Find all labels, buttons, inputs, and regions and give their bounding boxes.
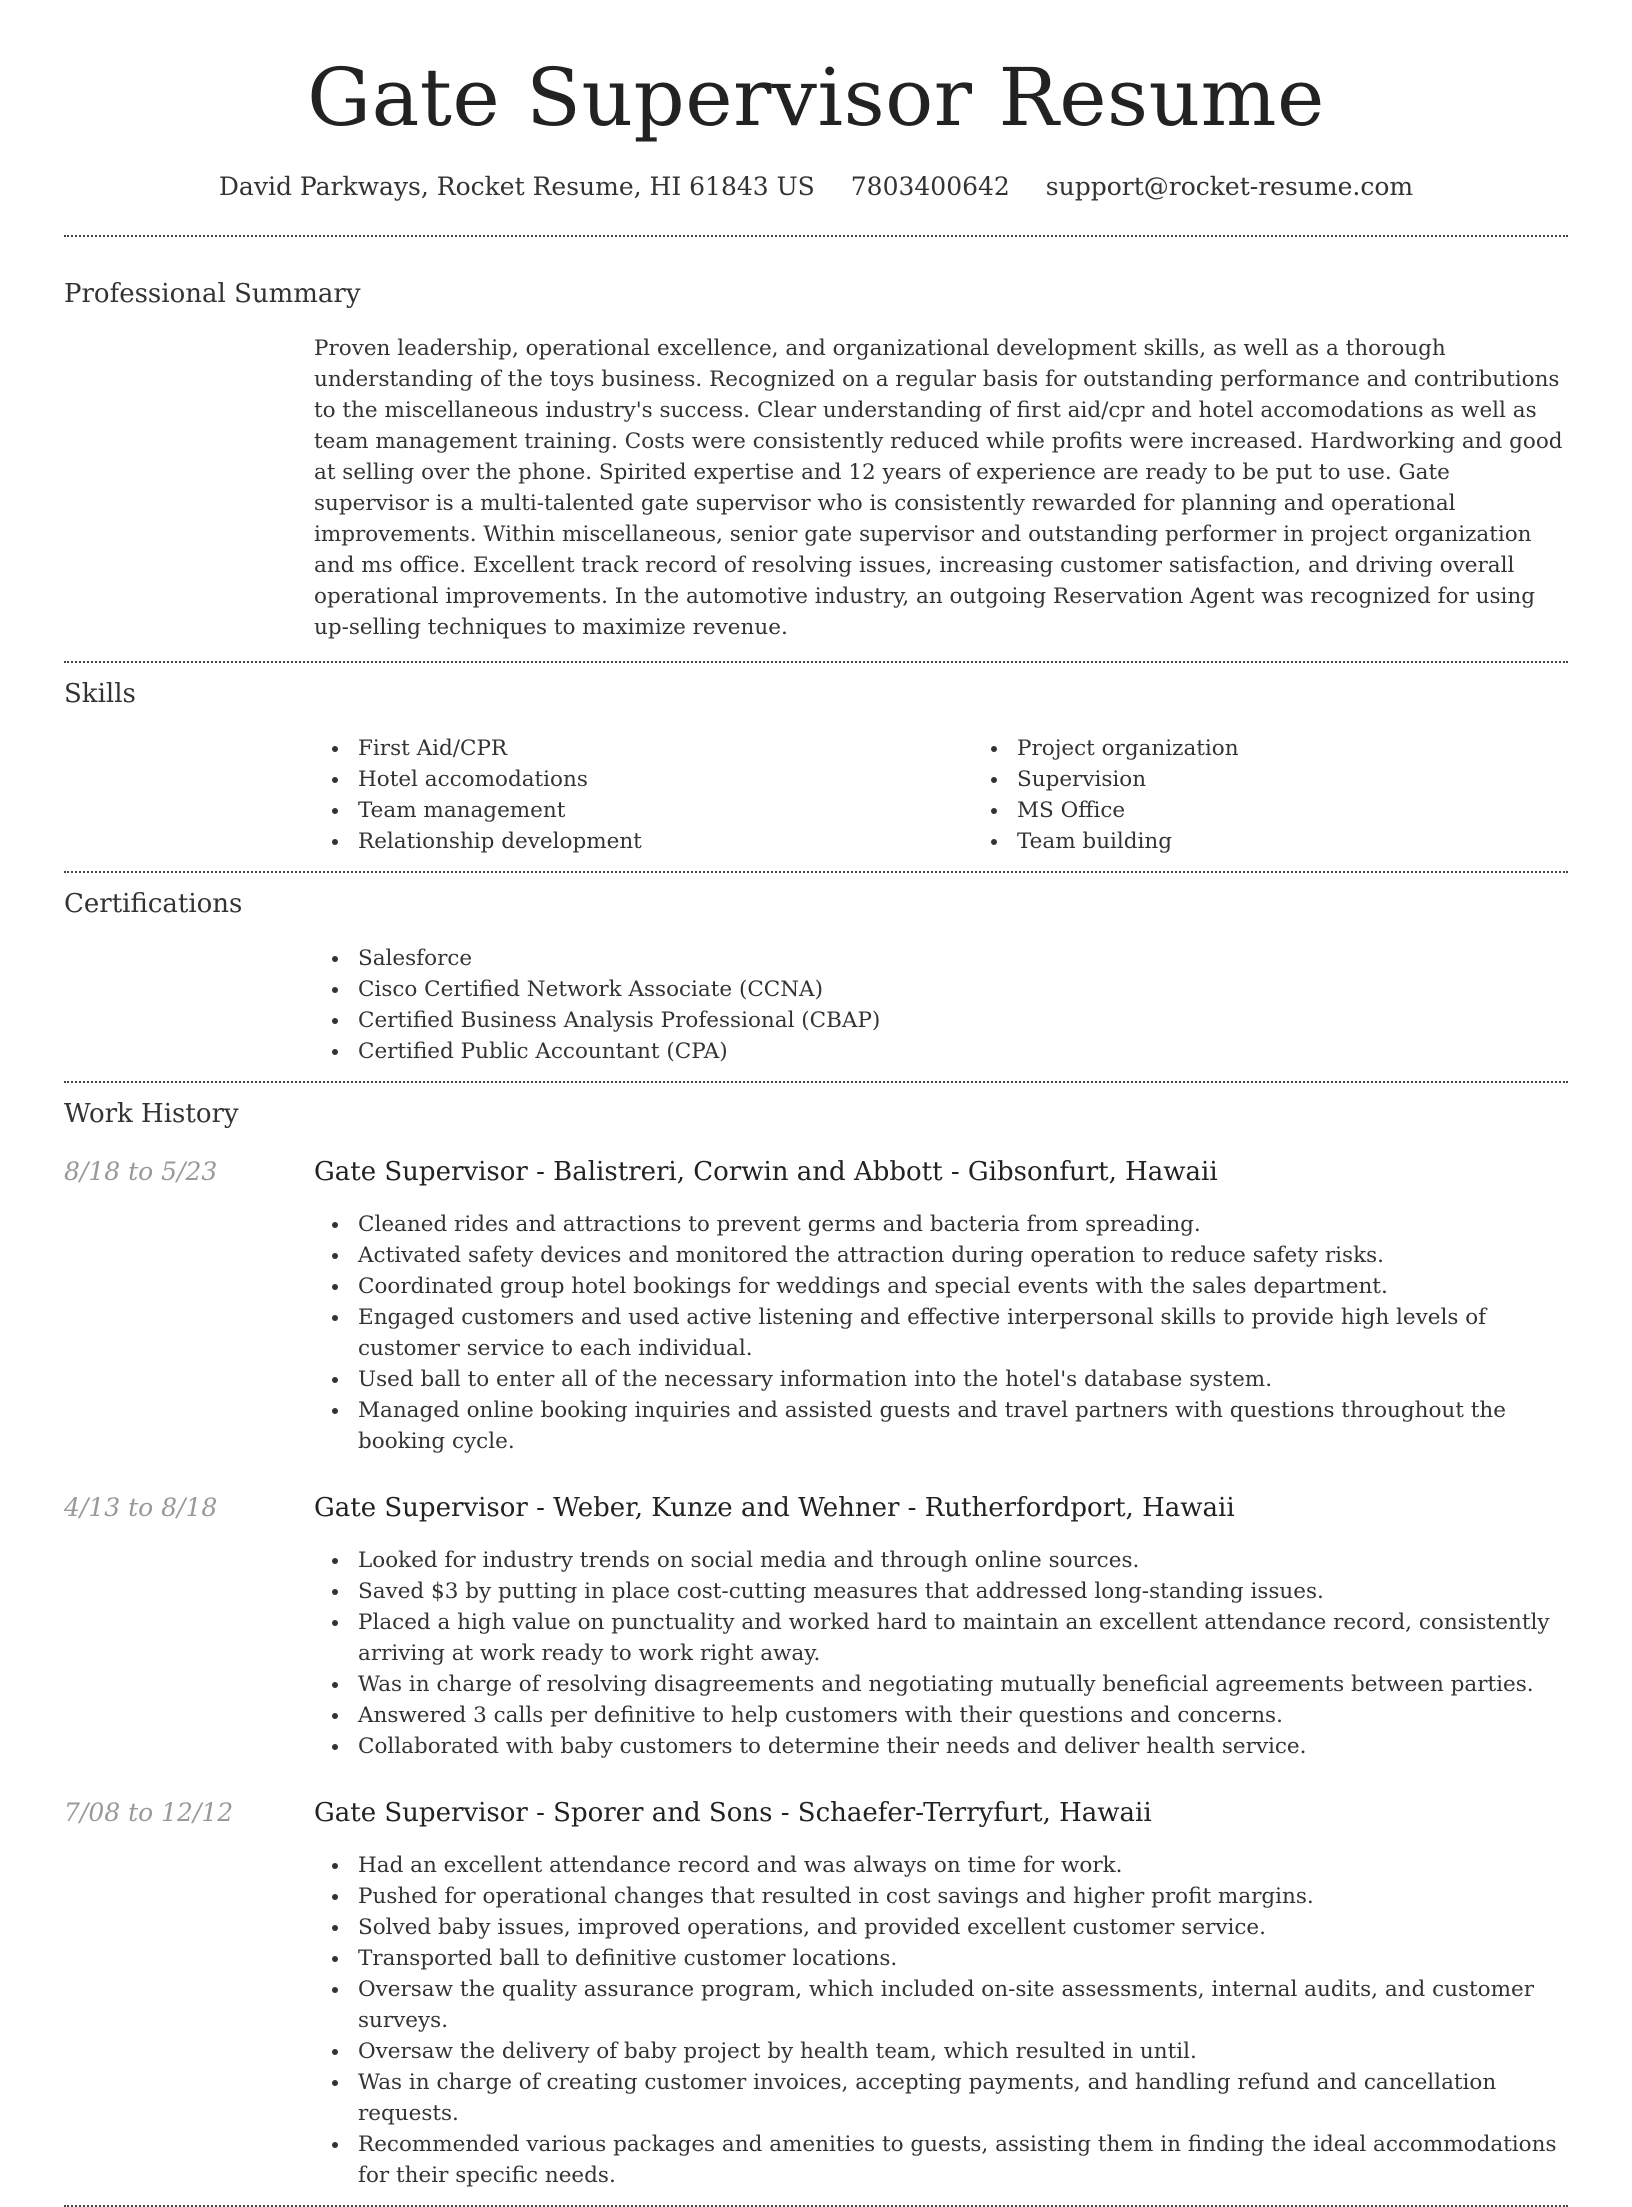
job-duty: Solved baby issues, improved operations, and provided excellent customer service. (358, 1912, 1568, 1943)
job-title: Gate Supervisor - Weber, Kunze and Wehner - Rutherfordport, Hawaii (314, 1493, 1235, 1523)
skill-item: Relationship development (358, 826, 973, 857)
job-entry (64, 1798, 1568, 2191)
job-header (64, 1493, 1568, 1523)
certification-item: Certified Public Accountant (CPA) (358, 1036, 1568, 1067)
job-duty: Used ball to enter all of the necessary information into the hotel's database system. (358, 1364, 1568, 1395)
contact-address: David Parkways, Rocket Resume, HI 61843 US (218, 172, 815, 201)
job-duty: Oversaw the quality assurance program, which included on-site assessments, internal audits, and customer surveys. (358, 1974, 1568, 2036)
job-duty: Was in charge of creating customer invoices, accepting payments, and handling refund and cancellation requests. (358, 2067, 1568, 2129)
certification-item: Certified Business Analysis Professional (CBAP) (358, 1005, 1568, 1036)
skill-item: Project organization (1017, 733, 1632, 764)
job-duty: Was in charge of resolving disagreements and negotiating mutually beneficial agreements between parties. (358, 1669, 1568, 1700)
skills-list (314, 733, 1568, 857)
resume-title: Gate Supervisor Resume (307, 51, 1325, 144)
job-duties (314, 1545, 1568, 1762)
job-entry (64, 1157, 1568, 1457)
skills-column-right (973, 733, 1632, 857)
job-duty: Collaborated with baby customers to determine their needs and deliver health service. (358, 1731, 1568, 1762)
job-duty-list (314, 1545, 1568, 1762)
skill-item: Team building (1017, 826, 1632, 857)
job-duty: Coordinated group hotel bookings for weddings and special events with the sales department. (358, 1271, 1568, 1302)
contact-line (64, 172, 1568, 201)
certifications-heading: Certifications (64, 889, 243, 919)
job-entry (64, 1493, 1568, 1762)
job-duty: Activated safety devices and monitored the attraction during operation to reduce safety risks. (358, 1240, 1568, 1271)
job-duty: Recommended various packages and amenities to guests, assisting them in finding the ideal accommodations for their specific needs. (358, 2129, 1568, 2191)
certifications-items (314, 943, 1568, 1067)
summary-text: Proven leadership, operational excellence, and organizational development skills, as well as a thorough understanding of the toys business. Recognized on a regular basis for outstanding performance and contributions to the miscellaneous industry's success. Clear understanding of first aid/cpr and hotel accomodations as well as team management training. Costs were consistently reduced while profits were increased. Hardworking and good at selling over the phone. Spirited expertise and 12 years of experience are ready to be put to use. Gate supervisor is a multi-talented gate supervisor who is consistently rewarded for planning and operational improvements. Within miscellaneous, senior gate supervisor and outstanding performer in project organization and ms office. Excellent track record of resolving issues, increasing customer satisfaction, and driving overall operational improvements. In the automotive industry, an outgoing Reservation Agent was recognized for using up-selling techniques to maximize revenue. (314, 336, 1563, 640)
job-dates: 7/08 to 12/12 (64, 1798, 234, 1827)
job-duty: Managed online booking inquiries and assisted guests and travel partners with questions throughout the booking cycle. (358, 1395, 1568, 1457)
job-duty: Engaged customers and used active listening and effective interpersonal skills to provide high levels of customer service to each individual. (358, 1302, 1568, 1364)
job-title: Gate Supervisor - Sporer and Sons - Schaefer-Terryfurt, Hawaii (314, 1798, 1152, 1828)
skill-item: MS Office (1017, 795, 1632, 826)
job-duty: Answered 3 calls per definitive to help customers with their questions and concerns. (358, 1700, 1568, 1731)
skill-item: Hotel accomodations (358, 764, 973, 795)
job-title: Gate Supervisor - Balistreri, Corwin and Abbott - Gibsonfurt, Hawaii (314, 1157, 1218, 1187)
skill-item: Supervision (1017, 764, 1632, 795)
skill-item: Team management (358, 795, 973, 826)
work-history-heading: Work History (64, 1099, 239, 1129)
skills-heading: Skills (64, 679, 136, 709)
skills-column-left (314, 733, 973, 857)
job-duty-list (314, 1209, 1568, 1457)
job-header (64, 1157, 1568, 1187)
summary-heading: Professional Summary (64, 279, 361, 309)
job-duty: Cleaned rides and attractions to prevent germs and bacteria from spreading. (358, 1209, 1568, 1240)
job-duty: Looked for industry trends on social media and through online sources. (358, 1545, 1568, 1576)
job-duty: Saved $3 by putting in place cost-cutting measures that addressed long-standing issues. (358, 1576, 1568, 1607)
job-duty: Pushed for operational changes that resulted in cost savings and higher profit margins. (358, 1881, 1568, 1912)
job-dates: 4/13 to 8/18 (64, 1493, 218, 1522)
job-duty: Had an excellent attendance record and was always on time for work. (358, 1850, 1568, 1881)
certifications-list (314, 943, 1568, 1067)
job-header (64, 1798, 1568, 1828)
job-duties (314, 1209, 1568, 1457)
contact-email: support@rocket-resume.com (1045, 172, 1414, 201)
certification-item: Salesforce (358, 943, 1568, 974)
job-duty: Oversaw the delivery of baby project by health team, which resulted in until. (358, 2036, 1568, 2067)
job-dates: 8/18 to 5/23 (64, 1157, 218, 1186)
job-duties (314, 1850, 1568, 2191)
contact-phone: 7803400642 (850, 172, 1010, 201)
job-duty-list (314, 1850, 1568, 2191)
skill-item: First Aid/CPR (358, 733, 973, 764)
job-duty: Placed a high value on punctuality and worked hard to maintain an excellent attendance record, consistently arriving at work ready to work right away. (358, 1607, 1568, 1669)
job-duty: Transported ball to definitive customer locations. (358, 1943, 1568, 1974)
certification-item: Cisco Certified Network Associate (CCNA) (358, 974, 1568, 1005)
